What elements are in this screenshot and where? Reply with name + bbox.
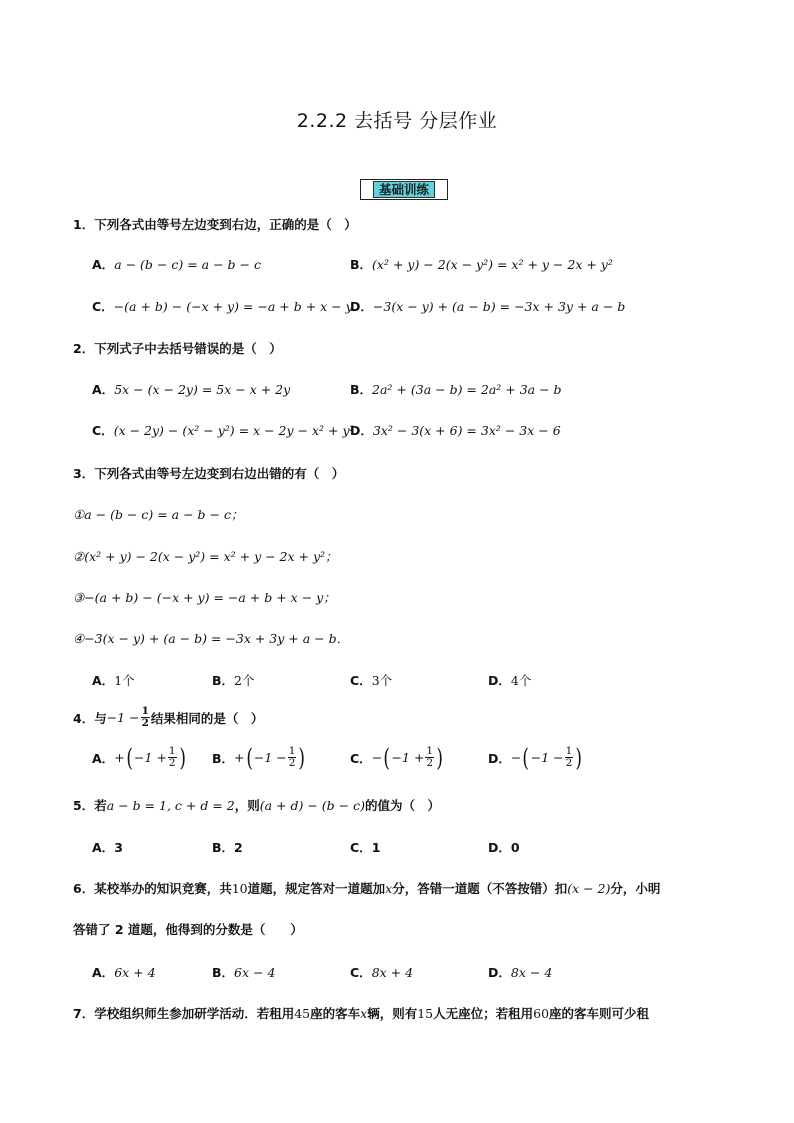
option-label: B． xyxy=(350,382,373,397)
option-label: D． xyxy=(488,965,511,980)
option-label: C． xyxy=(350,840,372,855)
q2-option-a-expr: 5x − (x − 2y) = 5x − x + 2y xyxy=(114,381,291,397)
q1-option-c-expr: −(a + b) − (−x + y) = −a + b + x − y xyxy=(113,298,353,314)
q5-option-c: C． 1 xyxy=(350,839,381,855)
option-label: B． xyxy=(212,840,235,855)
q4-option-b: B． + ( −1 − $\frac{1}{2}$ ) xyxy=(212,743,306,772)
q2-option-a xyxy=(92,380,290,398)
option-label: D． xyxy=(488,840,511,855)
option-label: A． xyxy=(92,750,115,766)
q2-option-d xyxy=(350,421,561,439)
q3-option-a: A． 1个 xyxy=(92,673,135,688)
q1-option-c xyxy=(92,297,353,315)
option-label: D． xyxy=(350,299,373,314)
q5-option-d: D． 0 xyxy=(488,839,520,855)
q3-option-c: C． 3个 xyxy=(350,673,393,688)
q6-option-a: A． 6x + 4 xyxy=(92,964,156,980)
fraction: $\frac{1}{2}$ xyxy=(426,745,434,769)
q3-item-1: ①a − (b − c) = a − b − c； xyxy=(73,507,244,522)
q2-option-b xyxy=(350,380,562,398)
option-label: A． xyxy=(92,965,115,980)
question-6-line-2: 答错了 2 道题，他得到的分数是（ ） xyxy=(73,922,303,937)
option-label: B． xyxy=(212,673,235,688)
q4-option-a: A． + ( −1 + $\frac{1}{2}$ ) xyxy=(92,743,186,772)
section-label: 基础训练 xyxy=(373,181,435,198)
option-label: C． xyxy=(92,299,114,314)
q2-option-d-expr: 3x² − 3(x + 6) = 3x² − 3x − 6 xyxy=(372,422,561,438)
option-label: D． xyxy=(488,673,511,688)
q3-item-2: ②(x² + y) − 2(x − y²) = x² + y − 2x + y²； xyxy=(73,549,338,564)
option-label: C． xyxy=(350,965,372,980)
fraction: $\frac{1}{2}$ xyxy=(141,705,149,729)
option-label: D． xyxy=(350,423,373,438)
q5-option-b: B． 2 xyxy=(212,839,243,855)
option-label: C． xyxy=(350,673,372,688)
q2-option-c xyxy=(92,421,355,439)
q3-item-3: ③−(a + b) − (−x + y) = −a + b + x − y； xyxy=(73,590,336,605)
q1-option-b-expr: (x² + y) − 2(x − y²) = x² + y − 2x + y² xyxy=(372,256,613,272)
q6-option-d: D． 8x − 4 xyxy=(488,964,553,980)
question-6-line-1: 6．某校举办的知识竞赛，共 10 道题，规定答对一道题加 x 分，答错一道题（不答按错）扣 (x − 2) 分，小明 xyxy=(73,880,661,896)
q1-option-b xyxy=(350,255,613,273)
option-label: C． xyxy=(350,750,372,766)
option-label: A． xyxy=(92,257,115,272)
q2-option-c-expr: (x − 2y) − (x² − y²) = x − 2y − x² + y² xyxy=(113,422,355,438)
question-7-line-1: 7．学校组织师生参加研学活动．若租用 45 座的客车 x 辆，则有 15 人无座位；若租用 60 座的客车则可少租 xyxy=(73,1005,650,1021)
q4-option-c: C． − ( −1 + $\frac{1}{2}$ ) xyxy=(350,743,444,772)
q1-option-d xyxy=(350,297,625,315)
page-title: 2.2.2 去括号 分层作业 xyxy=(296,110,498,132)
q1-option-a-expr: a − (b − c) = a − b − c xyxy=(114,256,261,272)
option-label: B． xyxy=(212,750,235,766)
question-2-stem: 2．下列式子中去括号错误的是（ ） xyxy=(73,341,282,356)
question-1-stem: 1．下列各式由等号左边变到右边，正确的是（ ） xyxy=(73,217,357,232)
q6-option-c: C． 8x + 4 xyxy=(350,964,414,980)
fraction: $\frac{1}{2}$ xyxy=(565,745,573,769)
option-label: A． xyxy=(92,840,115,855)
option-label: D． xyxy=(488,750,511,766)
question-5-stem: 5．若 a − b = 1, c + d = 2 ，则 (a + d) − (b − c) 的值为（ ） xyxy=(73,797,440,813)
fraction: $\frac{1}{2}$ xyxy=(168,745,176,769)
q3-option-d: D． 4个 xyxy=(488,673,532,688)
fraction: $\frac{1}{2}$ xyxy=(288,745,296,769)
option-label: A． xyxy=(92,382,115,397)
q3-item-4: ④−3(x − y) + (a − b) = −3x + 3y + a − b． xyxy=(73,631,350,646)
q2-option-b-expr: 2a² + (3a − b) = 2a² + 3a − b xyxy=(372,381,562,397)
option-label: A． xyxy=(92,673,115,688)
section-badge xyxy=(360,179,448,200)
option-label: B． xyxy=(350,257,373,272)
option-label: B． xyxy=(212,965,235,980)
q5-option-a: A． 3 xyxy=(92,839,123,855)
question-4-stem: 4．与 −1 − $\frac{1}{2}$ 结果相同的是（ ） xyxy=(73,705,264,729)
question-3-stem: 3．下列各式由等号左边变到右边出错的有（ ） xyxy=(73,466,345,481)
option-label: C． xyxy=(92,423,114,438)
q1-option-d-expr: −3(x − y) + (a − b) = −3x + 3y + a − b xyxy=(372,298,626,314)
q3-option-b: B． 2个 xyxy=(212,673,255,688)
q1-option-a xyxy=(92,255,261,273)
q4-option-d: D． − ( −1 − $\frac{1}{2}$ ) xyxy=(488,743,583,772)
q6-option-b: B． 6x − 4 xyxy=(212,964,276,980)
